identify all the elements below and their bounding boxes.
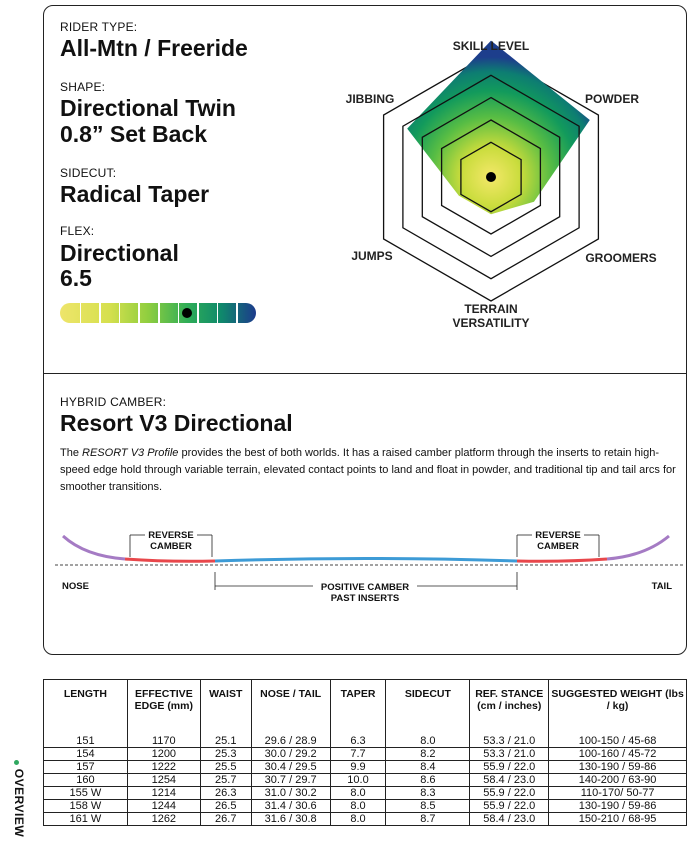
flex-scale-tick [236, 303, 238, 323]
radar-label-groomers: GROOMERS [585, 251, 657, 265]
tail-tip-rise [607, 536, 669, 559]
table-cell: 150-210 / 68-95 [549, 812, 687, 825]
radar-label-terrain: TERRAIN [464, 302, 518, 316]
table-header-cell: SIDECUT [386, 680, 470, 735]
table-cell: 30.4 / 29.5 [251, 760, 330, 773]
camber-title: Resort V3 Directional [60, 410, 293, 436]
table-cell: 55.9 / 22.0 [470, 799, 549, 812]
table-cell: 25.5 [200, 760, 251, 773]
table-cell: 25.7 [200, 773, 251, 786]
table-cell: 26.3 [200, 786, 251, 799]
table-cell: 1200 [127, 747, 200, 760]
rider-profile-radar-chart [330, 30, 680, 340]
overview-tab-label: OVERVIEW [12, 768, 26, 838]
table-cell: 1170 [127, 735, 200, 748]
table-cell: 161 W [44, 812, 128, 825]
table-cell: 8.0 [330, 799, 386, 812]
table-cell: 58.4 / 23.0 [470, 773, 549, 786]
table-row [44, 812, 687, 825]
radar-label-jibbing: JIBBING [345, 92, 395, 106]
table-cell: 26.7 [200, 812, 251, 825]
table-cell: 1254 [127, 773, 200, 786]
table-cell: 25.1 [200, 735, 251, 748]
nose-label: NOSE [62, 581, 89, 592]
positive-camber-label-2: PAST INSERTS [330, 593, 400, 604]
table-cell: 8.4 [386, 760, 470, 773]
rider-type-value: All-Mtn / Freeride [60, 35, 248, 61]
table-cell: 8.5 [386, 799, 470, 812]
rider-type-label: RIDER TYPE: [60, 20, 138, 34]
camber-profile-diagram [55, 520, 685, 620]
table-cell: 158 W [44, 799, 128, 812]
flex-scale-tick [158, 303, 160, 323]
table-cell: 6.3 [330, 735, 386, 748]
camber-profile-name: RESORT V3 Profile [82, 447, 179, 459]
table-cell: 10.0 [330, 773, 386, 786]
table-cell: 1262 [127, 812, 200, 825]
table-row [44, 773, 687, 786]
reverse-camber-nose-label-2: CAMBER [150, 541, 192, 552]
table-header-cell: REF. STANCE (cm / inches) [470, 680, 549, 735]
flex-scale-tick [178, 303, 180, 323]
table-cell: 31.4 / 30.6 [251, 799, 330, 812]
table-header-cell: SUGGESTED WEIGHT (lbs / kg) [551, 688, 684, 712]
flex-scale-tick [197, 303, 199, 323]
table-cell: 31.0 / 30.2 [251, 786, 330, 799]
table-cell: 155 W [44, 786, 128, 799]
reverse-camber-tail-label-2: CAMBER [537, 541, 579, 552]
table-cell: 8.6 [386, 773, 470, 786]
table-cell: 53.3 / 21.0 [470, 747, 549, 760]
table-header-cell: TAPER [330, 680, 386, 735]
table-cell: 151 [44, 735, 128, 748]
size-spec-table [43, 679, 687, 826]
table-cell: 140-200 / 63-90 [549, 773, 687, 786]
flex-scale-tick [119, 303, 121, 323]
sidecut-label: SIDECUT: [60, 166, 117, 180]
table-row [44, 760, 687, 773]
flex-value-line1: Directional [60, 240, 179, 266]
table-cell: 100-160 / 45-72 [549, 747, 687, 760]
radar-label-versatility: VERSATILITY [452, 316, 530, 330]
flex-label: FLEX: [60, 224, 95, 238]
table-cell: 1244 [127, 799, 200, 812]
table-cell: 160 [44, 773, 128, 786]
radar-label-jumps: JUMPS [351, 249, 393, 263]
table-cell: 8.0 [330, 812, 386, 825]
camber-label: HYBRID CAMBER: [60, 395, 167, 409]
nose-tip-rise [63, 536, 125, 559]
table-cell: 1214 [127, 786, 200, 799]
radar-label-powder: POWDER [585, 92, 639, 106]
table-cell: 26.5 [200, 799, 251, 812]
reverse-camber-tail-label-1: REVERSE [535, 530, 581, 541]
table-cell: 53.3 / 21.0 [470, 735, 549, 748]
reverse-camber-tail [517, 559, 607, 561]
table-cell: 7.7 [330, 747, 386, 760]
reverse-camber-nose [125, 559, 215, 561]
table-cell: 8.3 [386, 786, 470, 799]
card-divider [43, 373, 687, 374]
shape-value-line2: 0.8” Set Back [60, 121, 208, 147]
flex-scale-tick [138, 303, 140, 323]
table-header-cell: NOSE / TAIL [251, 680, 330, 735]
table-cell: 130-190 / 59-86 [549, 799, 687, 812]
table-header-cell: LENGTH [44, 680, 128, 735]
shape-value-line1: Directional Twin [60, 95, 236, 121]
table-cell: 157 [44, 760, 128, 773]
table-header-cell: EFFECTIVE EDGE (mm) [127, 680, 200, 735]
radar-center-dot [486, 172, 496, 182]
positive-camber-label-1: POSITIVE CAMBER [320, 582, 410, 593]
overview-side-tab[interactable] [4, 758, 30, 848]
table-cell: 1222 [127, 760, 200, 773]
table-cell: 130-190 / 59-86 [549, 760, 687, 773]
table-cell: 9.9 [330, 760, 386, 773]
table-cell: 8.0 [386, 735, 470, 748]
table-row [44, 786, 687, 799]
table-cell: 55.9 / 22.0 [470, 786, 549, 799]
flex-value-line2: 6.5 [60, 265, 92, 291]
table-cell: 30.7 / 29.7 [251, 773, 330, 786]
table-cell: 29.6 / 28.9 [251, 735, 330, 748]
tail-label: TAIL [651, 581, 672, 592]
radar-label-skill-level: SKILL LEVEL [452, 39, 530, 53]
flex-rating-marker [182, 308, 192, 318]
table-header-cell: WAIST [200, 680, 251, 735]
table-cell: 30.0 / 29.2 [251, 747, 330, 760]
table-cell: 8.2 [386, 747, 470, 760]
table-cell: 25.3 [200, 747, 251, 760]
table-cell: 55.9 / 22.0 [470, 760, 549, 773]
shape-label: SHAPE: [60, 80, 106, 94]
flex-scale-tick [217, 303, 219, 323]
table-cell: 110-170/ 50-77 [549, 786, 687, 799]
table-cell: 8.0 [330, 786, 386, 799]
table-cell: 8.7 [386, 812, 470, 825]
table-cell: 58.4 / 23.0 [470, 812, 549, 825]
flex-scale-tick [99, 303, 101, 323]
radar-value-area [407, 41, 590, 215]
reverse-camber-nose-label-1: REVERSE [148, 530, 194, 541]
table-cell: 154 [44, 747, 128, 760]
table-cell: 31.6 / 30.8 [251, 812, 330, 825]
positive-camber-section [215, 559, 517, 562]
table-row [44, 735, 687, 748]
table-row [44, 799, 687, 812]
flex-scale-bar [60, 303, 256, 323]
table-row [44, 747, 687, 760]
flex-scale-tick [80, 303, 82, 323]
table-cell: 100-150 / 45-68 [578, 734, 657, 747]
sidecut-value: Radical Taper [60, 181, 210, 207]
camber-description: The RESORT V3 Profile provides the best of both worlds. It has a raised camber platform through the inserts to retain high-speed edge hold through variable terrain, elevated contact points to land and float in powder, and traditional tip and tail arcs for smoother transitions. [60, 447, 676, 493]
